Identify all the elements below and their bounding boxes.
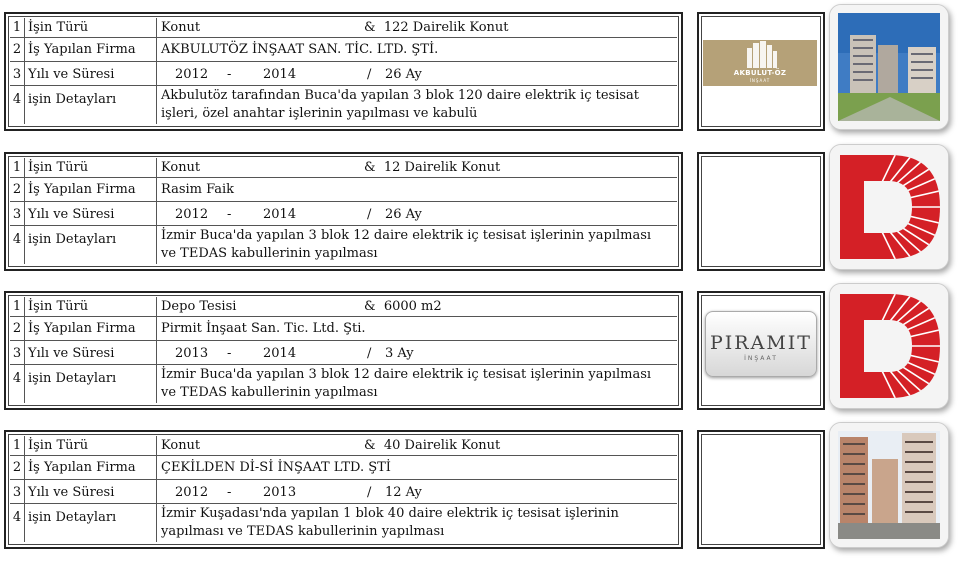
label-year-duration: Yılı ve Süresi [25, 341, 157, 364]
duration: 3 Ay [385, 346, 414, 361]
dash-symbol: - [227, 207, 232, 222]
row-number: 4 [10, 504, 25, 542]
slash-symbol: / [367, 346, 372, 361]
work-type: Konut [161, 160, 201, 175]
row-number: 3 [10, 202, 25, 225]
label-details: işin Detayları [25, 365, 157, 403]
year-end: 2014 [263, 67, 297, 82]
project-card-3 [0, 291, 980, 419]
slash-symbol: / [367, 207, 372, 222]
label-company: İş Yapılan Firma [25, 456, 157, 479]
work-size: 122 Dairelik Konut [383, 20, 509, 35]
year-start: 2012 [175, 485, 209, 500]
red-d-logo-icon [829, 283, 949, 409]
label-details: işin Detayları [25, 504, 157, 542]
company-logo-box-empty [697, 430, 825, 549]
row-number: 2 [10, 317, 25, 340]
value-year-duration [157, 480, 677, 503]
label-work-type: İşin Türü [25, 18, 157, 37]
work-size-group [364, 438, 500, 454]
label-year-duration: Yılı ve Süresi [25, 480, 157, 503]
label-work-type: İşin Türü [25, 297, 157, 316]
label-details: işin Detayları [25, 86, 157, 124]
piramit-logo-name: PIRAMIT [710, 332, 812, 354]
dash-symbol: - [227, 485, 232, 500]
value-details: İzmir Buca'da yapılan 3 blok 12 daire elektrik iç tesisat işlerinin yapılması ve TEDAS kabullerinin yapılması [161, 367, 652, 400]
value-details: Akbulutöz tarafından Buca'da yapılan 3 blok 120 daire elektrik iç tesisat işleri, özel anahtar işlerinin yapılması ve kabulü [161, 88, 640, 121]
value-year-duration [157, 341, 677, 364]
row-year-duration [10, 62, 677, 86]
year-start: 2013 [175, 346, 209, 361]
work-type: Konut [161, 20, 201, 35]
work-type: Depo Tesisi [161, 299, 237, 314]
piramit-logo-sub: İNŞAAT [744, 355, 778, 362]
dash-symbol: - [227, 346, 232, 361]
value-work-type [157, 18, 677, 37]
year-start: 2012 [175, 67, 209, 82]
row-work-type [10, 436, 677, 456]
row-number: 1 [10, 436, 25, 455]
label-year-duration: Yılı ve Süresi [25, 62, 157, 85]
work-size: 12 Dairelik Konut [383, 160, 501, 175]
work-size: 6000 m2 [383, 299, 442, 314]
value-details: İzmir Buca'da yapılan 3 blok 12 daire elektrik iç tesisat işlerinin yapılması ve TEDAS kabullerinin yapılması [161, 228, 652, 261]
akbulutoz-logo-name: AKBULUT-ÖZ [733, 69, 787, 77]
value-work-type [157, 158, 677, 177]
value-company: AKBULUTÖZ İNŞAAT SAN. TİC. LTD. ŞTİ. [161, 42, 439, 57]
row-year-duration [10, 341, 677, 365]
piramit-logo [705, 311, 817, 377]
year-start: 2012 [175, 207, 209, 222]
row-details [10, 365, 677, 403]
slash-symbol: / [367, 67, 372, 82]
row-number: 3 [10, 341, 25, 364]
amp-symbol: & [364, 299, 376, 314]
row-number: 1 [10, 18, 25, 37]
company-logo-box-empty [697, 152, 825, 271]
akbulutoz-logo [703, 40, 817, 86]
label-company: İş Yapılan Firma [25, 317, 157, 340]
row-year-duration [10, 202, 677, 226]
apartment-photo-icon [829, 4, 949, 130]
amp-symbol: & [364, 438, 376, 453]
work-size-group [364, 299, 442, 315]
label-year-duration: Yılı ve Süresi [25, 202, 157, 225]
red-d-logo-icon [829, 144, 949, 270]
label-company: İş Yapılan Firma [25, 38, 157, 61]
row-company [10, 317, 677, 341]
row-number: 4 [10, 226, 25, 264]
value-company: Rasim Faik [161, 182, 235, 197]
value-work-type [157, 436, 677, 455]
row-number: 1 [10, 297, 25, 316]
work-size-group [364, 20, 509, 36]
duration: 26 Ay [385, 207, 422, 222]
project-table [4, 12, 683, 131]
label-work-type: İşin Türü [25, 158, 157, 177]
row-company [10, 456, 677, 480]
amp-symbol: & [364, 160, 376, 175]
value-details: İzmir Kuşadası'nda yapılan 1 blok 40 daire elektrik iç tesisat işlerinin yapılması ve TEDAS kabullerinin yapılması [161, 506, 619, 539]
row-number: 4 [10, 365, 25, 403]
row-number: 2 [10, 38, 25, 61]
label-details: işin Detayları [25, 226, 157, 264]
dash-symbol: - [227, 67, 232, 82]
apartment-photo-icon [829, 422, 949, 548]
work-type: Konut [161, 438, 201, 453]
value-company: ÇEKİLDEN Dİ-Sİ İNŞAAT LTD. ŞTİ [161, 460, 391, 475]
project-card-2 [0, 152, 980, 280]
value-year-duration [157, 62, 677, 85]
row-number: 2 [10, 178, 25, 201]
duration: 12 Ay [385, 485, 422, 500]
row-number: 2 [10, 456, 25, 479]
row-details [10, 86, 677, 124]
project-card-4 [0, 430, 980, 558]
year-end: 2013 [263, 485, 297, 500]
duration: 26 Ay [385, 67, 422, 82]
value-company: Pirmit İnşaat San. Tic. Ltd. Şti. [161, 321, 366, 336]
project-table [4, 430, 683, 549]
company-logo-box [697, 291, 825, 410]
project-table [4, 291, 683, 410]
row-work-type [10, 158, 677, 178]
label-work-type: İşin Türü [25, 436, 157, 455]
work-size: 40 Dairelik Konut [383, 438, 501, 453]
label-company: İş Yapılan Firma [25, 178, 157, 201]
row-number: 4 [10, 86, 25, 124]
row-number: 3 [10, 480, 25, 503]
row-number: 3 [10, 62, 25, 85]
row-details [10, 226, 677, 264]
row-year-duration [10, 480, 677, 504]
year-end: 2014 [263, 207, 297, 222]
amp-symbol: & [364, 20, 376, 35]
row-details [10, 504, 677, 542]
value-year-duration [157, 202, 677, 225]
row-work-type [10, 18, 677, 38]
row-company [10, 38, 677, 62]
project-table [4, 152, 683, 271]
building-logo-icon [703, 40, 817, 70]
akbulutoz-logo-sub: İNŞAAT [749, 78, 771, 83]
year-end: 2014 [263, 346, 297, 361]
project-card-1 [0, 12, 980, 140]
row-work-type [10, 297, 677, 317]
value-work-type [157, 297, 677, 316]
row-company [10, 178, 677, 202]
company-logo-box [697, 12, 825, 131]
slash-symbol: / [367, 485, 372, 500]
row-number: 1 [10, 158, 25, 177]
work-size-group [364, 160, 500, 176]
